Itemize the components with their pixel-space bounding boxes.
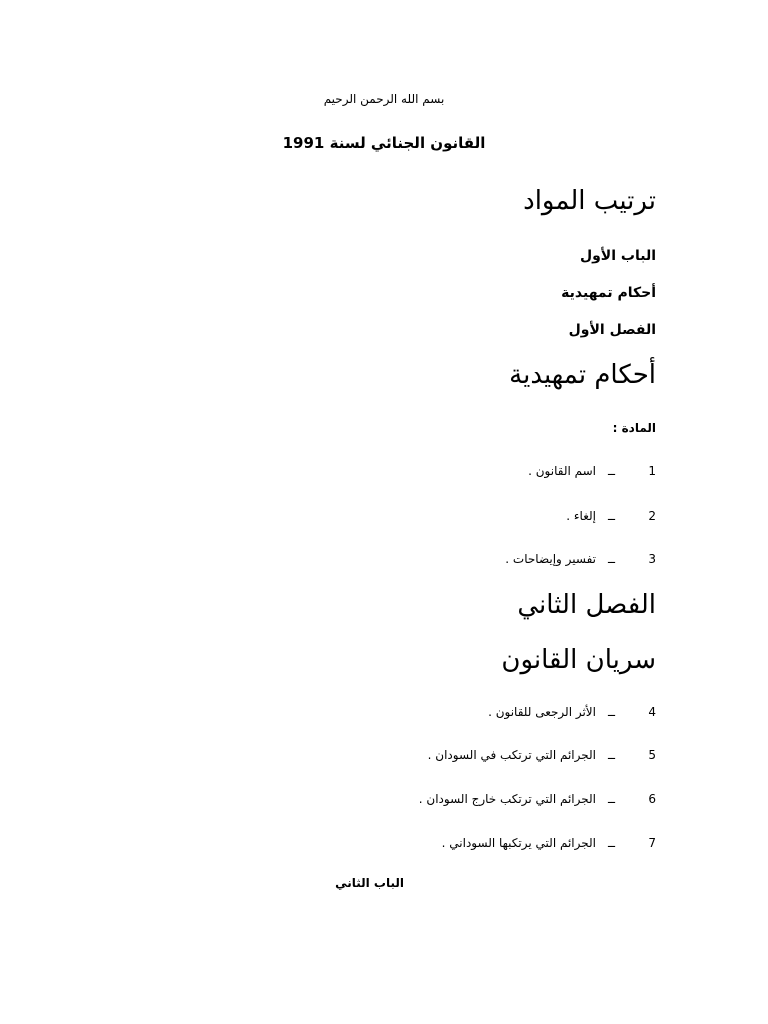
item-text: الجرائم التي يرتكبها السوداني . <box>441 836 596 850</box>
item-number: 2 <box>648 509 656 523</box>
item-dash: ــ <box>608 792 616 806</box>
toc-item <box>442 836 656 850</box>
item-dash: ــ <box>608 464 616 478</box>
chapter-one-heading: الفصل الأول <box>568 322 656 338</box>
item-number: 3 <box>648 552 656 566</box>
item-dash: ــ <box>608 705 616 719</box>
toc-item <box>428 748 656 762</box>
item-number: 1 <box>648 464 656 478</box>
item-text: الجرائم التي ترتكب خارج السودان . <box>418 792 596 806</box>
part-two-heading: الباب الثاني <box>335 876 404 890</box>
item-number: 6 <box>648 792 656 806</box>
chapter-two-heading: الفصل الثاني <box>517 590 656 620</box>
item-text: الأثر الرجعى للقانون . <box>488 705 596 719</box>
item-number: 4 <box>648 705 656 719</box>
item-dash: ــ <box>608 509 616 523</box>
item-text: اسم القانون . <box>528 464 596 478</box>
part-one-heading: الباب الأول <box>579 248 656 264</box>
toc-heading: ترتيب المواد <box>523 186 656 216</box>
toc-item <box>528 464 656 478</box>
item-text: الجرائم التي ترتكب في السودان . <box>427 748 596 762</box>
item-number: 5 <box>648 748 656 762</box>
toc-item <box>419 792 656 806</box>
toc-item <box>505 552 656 566</box>
law-title: القانون الجنائي لسنة 1991 <box>282 134 486 152</box>
toc-item <box>566 509 656 523</box>
basmala: بسم الله الرحمن الرحيم <box>323 92 445 106</box>
item-dash: ــ <box>608 836 616 850</box>
item-number: 7 <box>648 836 656 850</box>
chapter-two-title: سريان القانون <box>501 645 656 675</box>
toc-item <box>488 705 656 719</box>
item-text: إلغاء . <box>566 509 596 523</box>
article-label: المادة : <box>612 421 656 435</box>
part-one-title: أحكام تمهيدية <box>561 285 656 301</box>
item-text: تفسير وإيضاحات . <box>505 552 596 566</box>
item-dash: ــ <box>608 552 616 566</box>
item-dash: ــ <box>608 748 616 762</box>
chapter-one-title: أحكام تمهيدية <box>509 360 656 390</box>
